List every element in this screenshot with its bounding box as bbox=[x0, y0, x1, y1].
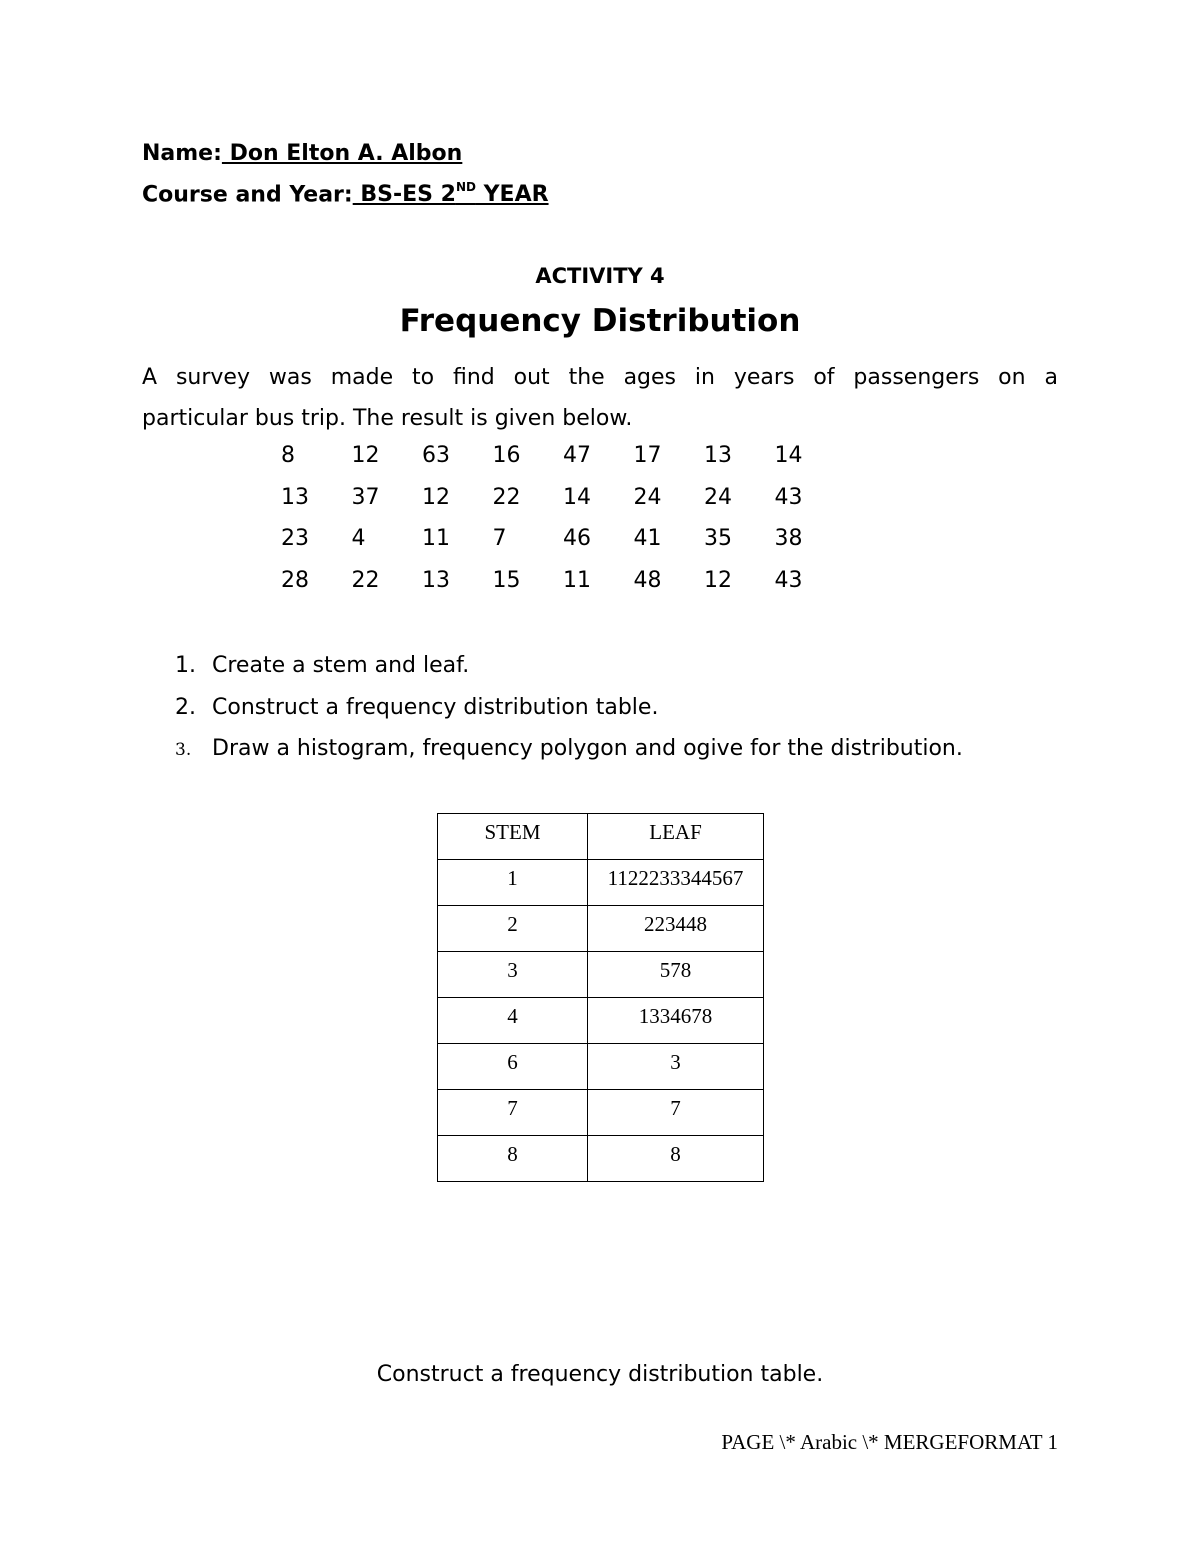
age-cell: 14 bbox=[774, 443, 803, 468]
age-cell: 43 bbox=[774, 484, 803, 510]
leaf-cell: 578 bbox=[588, 952, 764, 998]
intro-word: to bbox=[412, 365, 435, 390]
leaf-cell: 3 bbox=[588, 1044, 764, 1090]
name-value: Don Elton A. Albon bbox=[221, 141, 463, 166]
list-item bbox=[175, 687, 963, 729]
table-header-row bbox=[438, 814, 764, 860]
list-item bbox=[175, 645, 963, 687]
intro-word: ages bbox=[623, 365, 677, 390]
age-cell: 38 bbox=[774, 526, 803, 551]
age-cell: 46 bbox=[563, 526, 591, 551]
intro-word: passengers bbox=[853, 365, 980, 390]
course-value: BS-ES 2 bbox=[352, 182, 456, 208]
intro-word: on bbox=[998, 365, 1026, 390]
age-cell: 17 bbox=[633, 443, 662, 468]
intro-word: survey bbox=[175, 365, 250, 390]
table-row bbox=[281, 563, 845, 605]
age-cell: 22 bbox=[351, 567, 380, 593]
table-row bbox=[281, 438, 845, 480]
task-list bbox=[175, 645, 963, 772]
age-cell: 13 bbox=[704, 443, 732, 468]
age-cell: 47 bbox=[563, 443, 591, 468]
course-year-line bbox=[142, 182, 549, 207]
intro-word: A bbox=[142, 365, 158, 390]
list-item-number: 2. bbox=[175, 694, 196, 720]
age-cell: 16 bbox=[492, 443, 521, 468]
age-cell: 41 bbox=[633, 526, 662, 551]
leaf-cell: 1334678 bbox=[588, 998, 764, 1044]
age-cell: 13 bbox=[422, 567, 450, 593]
table-row bbox=[438, 1044, 764, 1090]
intro-word: in bbox=[694, 365, 715, 390]
intro-line-1 bbox=[142, 357, 1058, 398]
leaf-header: LEAF bbox=[588, 814, 764, 860]
stem-cell: 6 bbox=[438, 1044, 588, 1090]
intro-word: out bbox=[513, 365, 550, 390]
age-cell: 43 bbox=[774, 567, 803, 593]
course-suffix: YEAR bbox=[475, 182, 549, 208]
ages-data-table bbox=[281, 438, 845, 604]
table-row bbox=[438, 1090, 764, 1136]
table-row bbox=[438, 998, 764, 1044]
table-row bbox=[438, 1136, 764, 1182]
stem-cell: 3 bbox=[438, 952, 588, 998]
age-cell: 11 bbox=[422, 526, 450, 551]
intro-word: of bbox=[813, 365, 835, 390]
course-label: Course and Year: bbox=[142, 182, 353, 208]
page-footer: PAGE \* Arabic \* MERGEFORMAT 1 bbox=[721, 1430, 1058, 1454]
age-cell: 12 bbox=[351, 443, 380, 468]
intro-word: years bbox=[733, 365, 795, 390]
age-cell: 35 bbox=[704, 526, 732, 551]
stem-cell: 4 bbox=[438, 998, 588, 1044]
age-cell: 23 bbox=[281, 526, 309, 551]
age-cell: 37 bbox=[351, 484, 380, 510]
stem-cell: 7 bbox=[438, 1090, 588, 1136]
stem-leaf-table bbox=[437, 813, 764, 1182]
name-line bbox=[142, 141, 462, 166]
age-cell: 4 bbox=[351, 526, 366, 551]
intro-word: made bbox=[330, 365, 394, 390]
intro-word: the bbox=[568, 365, 605, 390]
age-cell: 15 bbox=[492, 567, 521, 593]
intro-line-2: particular bus trip. The result is given below. bbox=[142, 406, 633, 431]
age-cell: 14 bbox=[563, 484, 591, 510]
activity-label: ACTIVITY 4 bbox=[535, 264, 665, 288]
age-cell: 12 bbox=[704, 567, 732, 593]
table-row bbox=[281, 480, 845, 522]
list-item bbox=[175, 728, 963, 772]
age-cell: 63 bbox=[422, 443, 450, 468]
age-cell: 7 bbox=[492, 526, 507, 551]
list-item-text: Construct a frequency distribution table. bbox=[212, 694, 659, 720]
stem-cell: 2 bbox=[438, 906, 588, 952]
list-item-number: 3. bbox=[175, 740, 192, 760]
leaf-cell: 7 bbox=[588, 1090, 764, 1136]
section-heading: Construct a frequency distribution table. bbox=[376, 1362, 824, 1387]
leaf-cell: 223448 bbox=[588, 906, 764, 952]
list-item-text: Draw a histogram, frequency polygon and ogive for the distribution. bbox=[212, 736, 963, 761]
stem-cell: 1 bbox=[438, 860, 588, 906]
age-cell: 24 bbox=[633, 484, 662, 510]
stem-cell: 8 bbox=[438, 1136, 588, 1182]
list-item-text: Create a stem and leaf. bbox=[212, 653, 470, 678]
stem-header: STEM bbox=[438, 814, 588, 860]
intro-word: find bbox=[453, 365, 495, 390]
age-cell: 24 bbox=[704, 484, 732, 510]
age-cell: 12 bbox=[422, 484, 450, 510]
table-row bbox=[438, 952, 764, 998]
course-superscript: ND bbox=[455, 180, 476, 194]
intro-word: was bbox=[268, 365, 312, 390]
age-cell: 11 bbox=[563, 567, 591, 593]
name-label: Name: bbox=[142, 141, 222, 166]
page-title: Frequency Distribution bbox=[399, 303, 801, 339]
table-row bbox=[438, 906, 764, 952]
intro-word: a bbox=[1044, 365, 1058, 390]
age-cell: 48 bbox=[633, 567, 662, 593]
age-cell: 8 bbox=[281, 443, 295, 468]
age-cell: 13 bbox=[281, 484, 309, 510]
table-row bbox=[438, 860, 764, 906]
intro-paragraph bbox=[142, 357, 1058, 439]
leaf-cell: 1122233344567 bbox=[588, 860, 764, 906]
leaf-cell: 8 bbox=[588, 1136, 764, 1182]
age-cell: 22 bbox=[492, 484, 521, 510]
list-item-number: 1. bbox=[175, 653, 196, 678]
age-cell: 28 bbox=[281, 567, 309, 593]
table-row bbox=[281, 521, 845, 563]
